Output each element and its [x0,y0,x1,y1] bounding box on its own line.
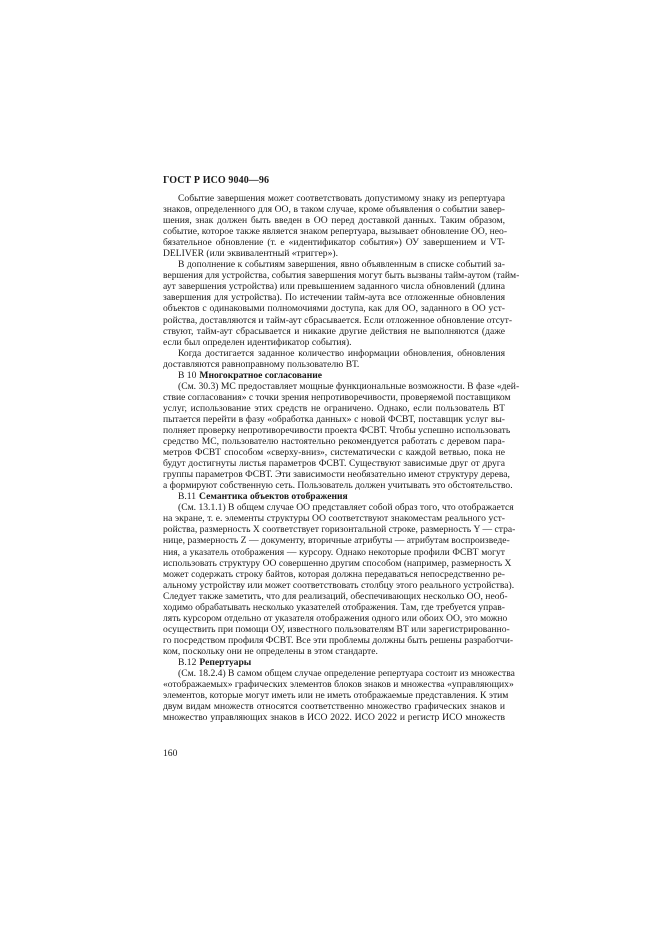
text-line: ствие согласования» с точки зрения непротиворечивости, проверяемой поставщиком [163,391,511,403]
text-line: «отображаемых» графических элементов блоков знаков и множества «управляющих» [163,679,514,691]
text-line: бязательное обновление (т. е «идентификатор события») ОУ завершением и VT- [163,237,505,249]
text-line: ком, поскольку они не определены в этом стандарте. [163,645,378,657]
text-line: шения, знак должен быть введен в ОО перед доставкой данных. Таким образом, [163,215,505,227]
text-line: DELIVER (или эквивалентный «триггер»). [163,248,338,260]
text-line: В дополнение к событиям завершения, явно объявленным в списке событий за- [178,259,505,271]
text-line: множество управляющих знаков в ИСО 2022. ИСО 2022 и регистр ИСО множеств [163,712,505,724]
paragraph [163,193,508,260]
text-line: ствуют, тайм-аут сбрасывается и никакие другие действия не выполняются (даже [163,325,505,337]
text-line: альному устройству или может соответствовать столбцу этого реального устройства). [163,579,515,591]
section-number: В 10 [178,369,197,381]
text-line: ходимо обрабатывать несколько указателей отображения. Там, где требуется управ- [163,601,505,613]
text-line: группы параметров ФСВТ. Эти зависимости необязательно имеют структуру дерева, [163,469,510,481]
text-line: (См. 30.3) МС предоставляет мощные функциональные возможности. В фазе «дей- [178,380,520,392]
text-line: (См. 13.1.1) В общем случае ОО представляет собой образ того, что отображается [178,502,514,514]
paragraph [163,502,516,657]
text-line: использовать структуру ОО совершенно другим способом (например, размерность X [163,557,512,569]
text-line: Следует также заметить, что для реализаций, обеспечивающих несколько ОО, необ- [163,590,508,602]
text-line: элементов, которые могут иметь или не иметь отображаемые представления. К этим [163,690,509,702]
paragraph [163,348,505,370]
text-line: лять курсором отдельно от указателя отображения одного или обоих ОО, это можно [163,612,508,624]
text-line: а формируют собственную сеть. Пользователь должен учитывать это обстоятельство. [163,480,513,492]
text-line: ройства, размерность X соответствует горизонтальной строке, размерность Y — стра- [163,524,516,536]
text-line: го посредством профиля ФСВТ. Все эти проблемы должны быть решены разработчи- [163,634,514,646]
text-line: (См. 18.2.4) В самом общем случае определение репертуара состоит из множества [178,668,515,680]
text-line: аут завершения устройства) или превышением заданного числа обновлений (длина [163,281,505,293]
text-line: двум видам множеств относятся соответственно множество графических знаков и [163,701,505,713]
text-line: ройства, доставляются и тайм-аут сбрасывается. Если отложенное обновление отсут- [163,314,513,326]
text-line: будут достигнуты листья параметров ФСВТ. Существуют зависимые друг от друга [163,458,505,470]
section-title: Репертуары [199,656,252,668]
text-line: завершения для устройства). По истечении тайм-аута все отложенные обновления [163,292,505,304]
document-header: ГОСТ Р ИСО 9040—96 [163,175,270,186]
paragraph [163,380,520,492]
text-line: вершения для устройства, события завершения могут быть вызваны тайм-аутом (тайм- [163,270,520,282]
text-line: доставляются равноправному пользователю ВТ. [163,358,360,370]
text-line: Когда достигается заданное количество информации обновления, обновления [178,347,505,359]
section-number: В.11 [178,491,197,503]
page-number: 160 [163,748,178,759]
text-line: нице, размерность Z — документу, вторичные атрибуты — атрибутам воспроизведе- [163,535,510,547]
section-number: В.12 [178,656,197,668]
text-line: знаков, определенного для ОО, в таком случае, кроме объявления о событии завер- [163,204,505,216]
text-line: метров ФСВТ способом «сверху-вниз», систематически с каждой ветвью, пока не [163,447,505,459]
text-line: на экране, т. е. элементы структуры ОО соответствуют знакоместам реального уст- [163,513,505,525]
text-line: может содержать строку байтов, которая должна передаваться непосредственно ре- [163,568,505,580]
document-body [163,193,520,724]
section-heading [163,491,505,502]
paragraph [163,259,520,348]
paragraph [163,668,515,724]
text-line: событие, которое также является знаком репертуара, вызывает обновление ОО, нео- [163,226,508,238]
section-heading [163,657,505,668]
section-heading [163,370,505,381]
text-line: осуществить при помощи ОУ, известного пользователям ВТ или зарегистрированно- [163,623,510,635]
text-line: объектов с одинаковыми полномочиями доступа, как для ОО, заданного в ОО уст- [163,303,505,315]
text-line: услуг, использование этих средств не ограничено. Однако, если пользователь ВТ [163,402,505,414]
text-line: средство МС, пользователю настоятельно рекомендуется работать с деревом пара- [163,436,505,448]
text-line: если был определен идентификатор события). [163,336,352,348]
text-line: ния, а указатель отображения — курсору. Однако некоторые профили ФСВТ могут [163,546,505,558]
section-title: Семантика объектов отображения [199,491,348,503]
text-line: полняет проверку непротиворечивости проекта ФСВТ. Чтобы успешно использовать [163,424,511,436]
section-title: Многократное согласование [199,369,323,381]
text-line: пытается перейти в фазу «обработка данных» с новой ФСВТ, поставщик услуг вы- [163,413,505,425]
text-line: Событие завершения может соответствовать допустимому знаку из репертуара [178,193,505,204]
